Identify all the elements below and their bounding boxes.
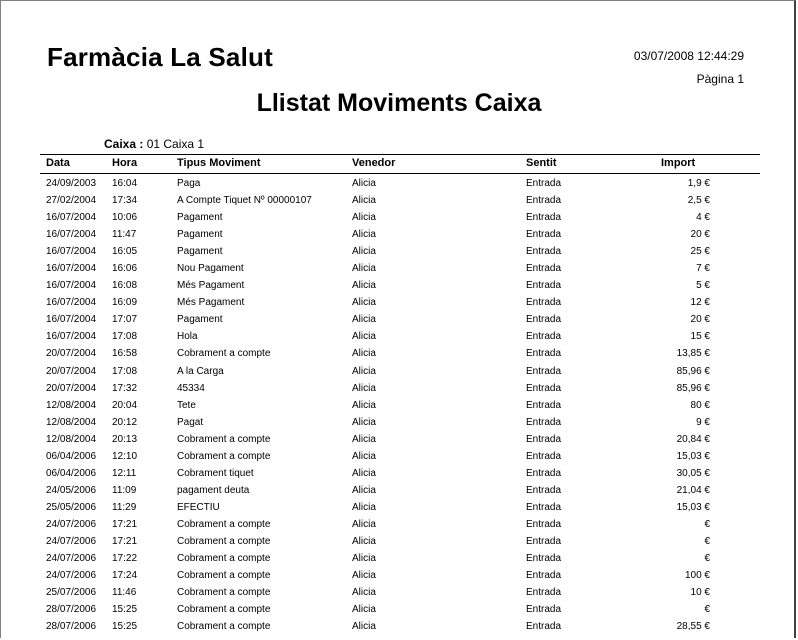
cell-sentit: Entrada xyxy=(526,195,562,207)
cell-import: 15,03 € xyxy=(676,450,710,462)
table-row xyxy=(40,243,760,260)
cell-import: € xyxy=(704,604,710,616)
cell-data: 24/07/2006 xyxy=(46,518,97,530)
cell-data: 24/07/2006 xyxy=(46,570,97,582)
cell-tipus-moviment: Cobrament a compte xyxy=(177,518,271,530)
cell-tipus-moviment: Hola xyxy=(177,331,198,343)
cell-import: 21,04 € xyxy=(676,484,710,496)
cell-tipus-moviment: Cobrament a compte xyxy=(177,450,271,462)
cell-data: 16/07/2004 xyxy=(46,263,97,275)
cell-import: 10 € xyxy=(690,587,710,599)
cell-data: 24/05/2006 xyxy=(46,484,97,496)
header-data: Data xyxy=(46,157,70,169)
cell-import: € xyxy=(704,518,710,530)
cell-import: 100 € xyxy=(684,570,710,582)
cell-hora: 11:46 xyxy=(112,587,137,599)
cell-venedor: Alicia xyxy=(352,365,376,377)
cell-sentit: Entrada xyxy=(526,518,562,530)
cell-hora: 17:32 xyxy=(112,382,138,394)
cell-hora: 11:09 xyxy=(112,484,137,496)
cell-tipus-moviment: A la Carga xyxy=(177,365,224,377)
cell-tipus-moviment: Cobrament a compte xyxy=(177,604,271,616)
cell-sentit: Entrada xyxy=(526,450,562,462)
cell-import: 20 € xyxy=(690,229,710,241)
cell-import: 12 € xyxy=(690,297,710,309)
table-row xyxy=(40,584,760,601)
cell-tipus-moviment: Tete xyxy=(177,399,196,411)
cell-sentit: Entrada xyxy=(526,212,562,224)
cell-data: 27/02/2004 xyxy=(46,195,97,207)
cell-venedor: Alicia xyxy=(352,348,376,360)
cell-venedor: Alicia xyxy=(352,297,376,309)
cell-sentit: Entrada xyxy=(526,246,562,258)
cell-sentit: Entrada xyxy=(526,365,562,377)
cell-venedor: Alicia xyxy=(352,382,376,394)
movements-table-body xyxy=(40,175,760,635)
cell-data: 20/07/2004 xyxy=(46,382,97,394)
cell-data: 12/08/2004 xyxy=(46,416,97,428)
cell-data: 12/08/2004 xyxy=(46,433,97,445)
cell-tipus-moviment: Cobrament a compte xyxy=(177,535,271,547)
table-row xyxy=(40,618,760,635)
cell-hora: 17:08 xyxy=(112,365,138,377)
cell-sentit: Entrada xyxy=(526,382,562,394)
header-import: Import xyxy=(661,157,696,169)
cell-import: 20 € xyxy=(690,314,710,326)
cell-hora: 16:05 xyxy=(112,246,138,258)
cell-tipus-moviment: Pagament xyxy=(177,229,223,241)
table-row xyxy=(40,260,760,277)
cell-data: 16/07/2004 xyxy=(46,212,97,224)
cell-tipus-moviment: Pagat xyxy=(177,416,204,428)
cell-sentit: Entrada xyxy=(526,535,562,547)
cell-hora: 20:13 xyxy=(112,433,138,445)
cell-import: 30,05 € xyxy=(676,467,710,479)
cell-import: € xyxy=(704,553,710,565)
table-row xyxy=(40,431,760,448)
cell-tipus-moviment: A Compte Tiquet Nº 00000107 xyxy=(177,195,312,207)
cell-venedor: Alicia xyxy=(352,416,376,428)
cell-import: 15 € xyxy=(690,331,710,343)
cell-tipus-moviment: Paga xyxy=(177,178,201,189)
table-row xyxy=(40,448,760,465)
cell-tipus-moviment: Nou Pagament xyxy=(177,263,244,275)
cell-hora: 17:07 xyxy=(112,314,138,326)
cell-hora: 20:04 xyxy=(112,399,138,411)
cell-hora: 10:06 xyxy=(112,212,138,224)
cell-data: 28/07/2006 xyxy=(46,604,97,616)
cell-tipus-moviment: Cobrament a compte xyxy=(177,621,271,633)
table-header xyxy=(40,154,760,174)
cell-venedor: Alicia xyxy=(352,212,376,224)
cell-data: 20/07/2004 xyxy=(46,348,97,360)
cell-tipus-moviment: Cobrament a compte xyxy=(177,348,271,360)
cell-import: 5 € xyxy=(696,280,710,292)
cell-sentit: Entrada xyxy=(526,416,562,428)
table-row xyxy=(40,294,760,311)
caixa-value: 01 Caixa 1 xyxy=(146,137,205,151)
cell-import: 2,5 € xyxy=(687,195,710,207)
cell-tipus-moviment: Més Pagament xyxy=(177,280,245,292)
table-row xyxy=(40,328,760,345)
header-hora: Hora xyxy=(112,157,138,169)
cell-venedor: Alicia xyxy=(352,467,376,479)
cell-hora: 20:12 xyxy=(112,416,138,428)
cell-hora: 17:34 xyxy=(112,195,138,207)
cell-tipus-moviment: Cobrament tiquet xyxy=(177,467,254,479)
cell-hora: 17:21 xyxy=(112,535,138,547)
cell-sentit: Entrada xyxy=(526,314,562,326)
cell-import: 1,9 € xyxy=(687,178,710,189)
cell-data: 16/07/2004 xyxy=(46,229,97,241)
cell-import: 85,96 € xyxy=(676,382,710,394)
cell-import: 15,03 € xyxy=(676,501,710,513)
table-row xyxy=(40,567,760,584)
cell-sentit: Entrada xyxy=(526,570,562,582)
page-number: Pàgina 1 xyxy=(696,72,744,86)
cell-venedor: Alicia xyxy=(352,570,376,582)
cell-tipus-moviment: Pagament xyxy=(177,246,223,258)
cell-data: 12/08/2004 xyxy=(46,399,97,411)
cell-venedor: Alicia xyxy=(352,535,376,547)
table-row xyxy=(40,277,760,294)
cell-data: 25/05/2006 xyxy=(46,501,97,513)
cell-hora: 17:22 xyxy=(112,553,138,565)
cell-sentit: Entrada xyxy=(526,587,562,599)
header-sentit: Sentit xyxy=(526,157,557,169)
table-row xyxy=(40,380,760,397)
cell-data: 24/07/2006 xyxy=(46,553,97,565)
cell-data: 28/07/2006 xyxy=(46,621,97,633)
company-name: Farmàcia La Salut xyxy=(47,42,273,72)
table-row xyxy=(40,499,760,516)
cell-sentit: Entrada xyxy=(526,467,562,479)
cell-hora: 16:58 xyxy=(112,348,138,360)
table-row xyxy=(40,192,760,209)
report-datetime: 03/07/2008 12:44:29 xyxy=(633,49,744,63)
table-row xyxy=(40,533,760,550)
cell-venedor: Alicia xyxy=(352,501,376,513)
cell-venedor: Alicia xyxy=(352,433,376,445)
table-row xyxy=(40,363,760,380)
cell-hora: 15:25 xyxy=(112,604,138,616)
cell-hora: 16:08 xyxy=(112,280,138,292)
cell-sentit: Entrada xyxy=(526,501,562,513)
cell-tipus-moviment: Cobrament a compte xyxy=(177,570,271,582)
cell-tipus-moviment: Pagament xyxy=(177,314,223,326)
cell-tipus-moviment: EFECTIU xyxy=(177,501,220,513)
cell-hora: 12:11 xyxy=(112,467,137,479)
cell-import: 80 € xyxy=(690,399,710,411)
cell-import: 13,85 € xyxy=(676,348,710,360)
cell-import: 85,96 € xyxy=(676,365,710,377)
cell-tipus-moviment: Cobrament a compte xyxy=(177,553,271,565)
cell-hora: 15:25 xyxy=(112,621,138,633)
cell-import: € xyxy=(704,535,710,547)
cell-tipus-moviment: Pagament xyxy=(177,212,223,224)
cell-hora: 17:08 xyxy=(112,331,138,343)
caixa-info xyxy=(104,137,204,151)
cell-venedor: Alicia xyxy=(352,280,376,292)
cell-data: 16/07/2004 xyxy=(46,297,97,309)
cell-data: 25/07/2006 xyxy=(46,587,97,599)
cell-data: 16/07/2004 xyxy=(46,280,97,292)
cell-hora: 11:47 xyxy=(112,229,137,241)
cell-venedor: Alicia xyxy=(352,518,376,530)
cell-tipus-moviment: Cobrament a compte xyxy=(177,433,271,445)
cell-import: 20,84 € xyxy=(676,433,710,445)
report-title: Llistat Moviments Caixa xyxy=(256,89,542,117)
cell-import: 25 € xyxy=(690,246,710,258)
cell-venedor: Alicia xyxy=(352,331,376,343)
cell-sentit: Entrada xyxy=(526,348,562,360)
table-row xyxy=(40,550,760,567)
cell-sentit: Entrada xyxy=(526,553,562,565)
cell-sentit: Entrada xyxy=(526,178,562,189)
cell-venedor: Alicia xyxy=(352,621,376,633)
cell-sentit: Entrada xyxy=(526,399,562,411)
cell-tipus-moviment: Cobrament a compte xyxy=(177,587,271,599)
cell-tipus-moviment: pagament deuta xyxy=(177,484,250,496)
table-row xyxy=(40,516,760,533)
cell-sentit: Entrada xyxy=(526,229,562,241)
cell-venedor: Alicia xyxy=(352,604,376,616)
cell-sentit: Entrada xyxy=(526,621,562,633)
cell-data: 16/07/2004 xyxy=(46,331,97,343)
table-row xyxy=(40,465,760,482)
cell-venedor: Alicia xyxy=(352,587,376,599)
cell-venedor: Alicia xyxy=(352,450,376,462)
header-venedor: Venedor xyxy=(352,157,396,169)
cell-sentit: Entrada xyxy=(526,297,562,309)
cell-hora: 16:09 xyxy=(112,297,138,309)
cell-import: 28,55 € xyxy=(676,621,710,633)
cell-venedor: Alicia xyxy=(352,246,376,258)
cell-data: 24/09/2003 xyxy=(46,178,97,189)
caixa-label: Caixa : xyxy=(104,137,144,151)
table-row xyxy=(40,397,760,414)
cell-hora: 17:21 xyxy=(112,518,138,530)
cell-data: 16/07/2004 xyxy=(46,246,97,258)
cell-hora: 16:04 xyxy=(112,178,138,189)
cell-import: 7 € xyxy=(696,263,710,275)
cell-sentit: Entrada xyxy=(526,433,562,445)
table-row xyxy=(40,345,760,362)
table-row xyxy=(40,311,760,328)
cell-data: 06/04/2006 xyxy=(46,450,97,462)
cell-hora: 17:24 xyxy=(112,570,138,582)
cell-sentit: Entrada xyxy=(526,604,562,616)
cell-venedor: Alicia xyxy=(352,399,376,411)
cell-venedor: Alicia xyxy=(352,314,376,326)
cell-hora: 12:10 xyxy=(112,450,138,462)
table-row xyxy=(40,601,760,618)
cell-hora: 16:06 xyxy=(112,263,138,275)
table-row xyxy=(40,414,760,431)
cell-sentit: Entrada xyxy=(526,484,562,496)
cell-sentit: Entrada xyxy=(526,280,562,292)
table-row xyxy=(40,226,760,243)
cell-data: 20/07/2004 xyxy=(46,365,97,377)
cell-import: 9 € xyxy=(696,416,710,428)
cell-venedor: Alicia xyxy=(352,263,376,275)
cell-import: 4 € xyxy=(696,212,710,224)
cell-tipus-moviment: Més Pagament xyxy=(177,297,245,309)
cell-venedor: Alicia xyxy=(352,484,376,496)
cell-venedor: Alicia xyxy=(352,553,376,565)
cell-hora: 11:29 xyxy=(112,501,137,513)
cell-data: 16/07/2004 xyxy=(46,314,97,326)
table-row xyxy=(40,175,760,192)
cell-venedor: Alicia xyxy=(352,229,376,241)
cell-venedor: Alicia xyxy=(352,195,376,207)
cell-venedor: Alicia xyxy=(352,178,376,189)
cell-tipus-moviment: 45334 xyxy=(177,382,205,394)
cell-sentit: Entrada xyxy=(526,331,562,343)
cell-data: 24/07/2006 xyxy=(46,535,97,547)
header-tipus-moviment: Tipus Moviment xyxy=(177,157,261,169)
cell-sentit: Entrada xyxy=(526,263,562,275)
table-row xyxy=(40,482,760,499)
table-row xyxy=(40,209,760,226)
cell-data: 06/04/2006 xyxy=(46,467,97,479)
